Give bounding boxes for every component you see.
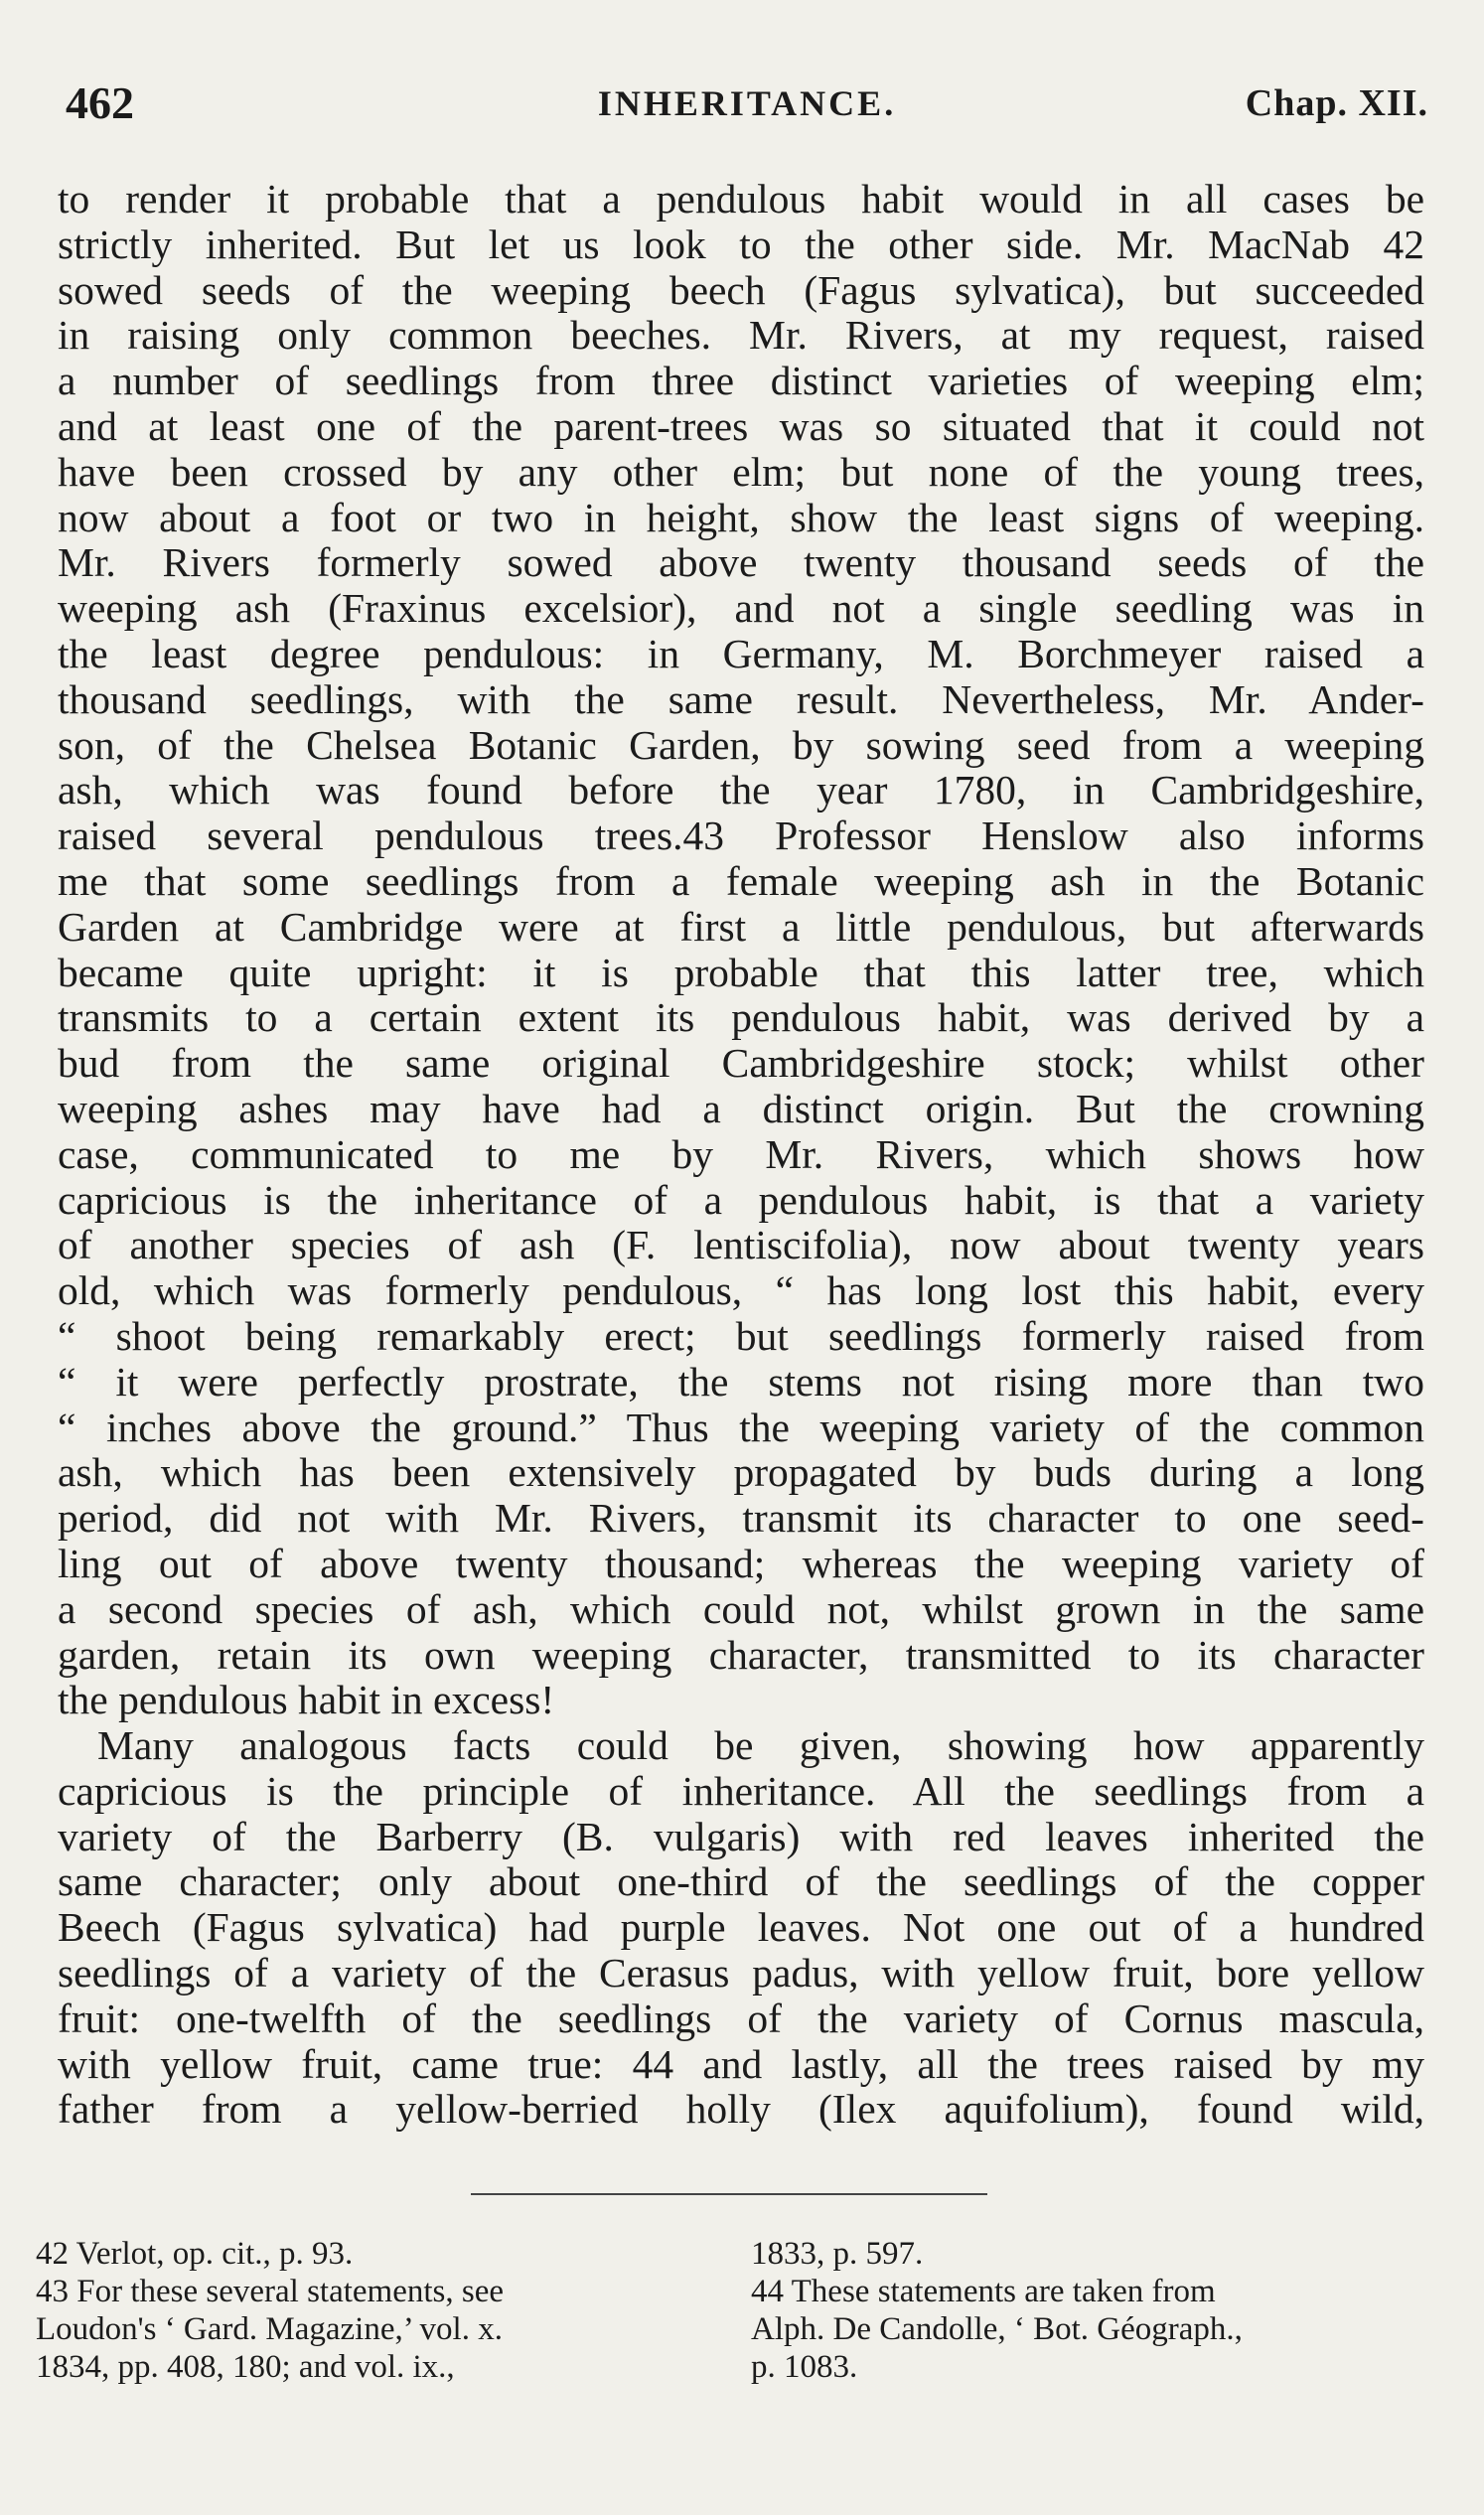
footnote-column-left: [36, 2235, 691, 2386]
body-line: period, did not with Mr. Rivers, transmit its character to one seed-: [58, 1495, 1424, 1542]
footnote-line: 1833, p. 597.: [751, 2236, 924, 2272]
body-line: “ inches above the ground.” Thus the weeping variety of the common: [58, 1404, 1424, 1450]
body-line: Beech (Fagus sylvatica) had purple leaves. Not one out of a hundred: [58, 1904, 1424, 1951]
footnote-divider: [471, 2193, 987, 2195]
body-line: bud from the same original Cambridgeshire stock; whilst other: [58, 1040, 1424, 1087]
body-line: me that some seedlings from a female weeping ash in the Botanic: [58, 857, 1424, 904]
body-line: the pendulous habit in excess!: [58, 1677, 555, 1723]
body-line: raised several pendulous trees.43 Professor Henslow also informs: [58, 813, 1424, 859]
footnote-line: p. 1083.: [751, 2349, 858, 2385]
footnote-line: 42 Verlot, op. cit., p. 93.: [36, 2236, 354, 2272]
body-line: same character; only about one-third of the seedlings of the copper: [58, 1858, 1424, 1905]
footnote-line: 1834, pp. 408, 180; and vol. ix.,: [36, 2349, 455, 2385]
body-line: son, of the Chelsea Botanic Garden, by sowing seed from a weeping: [58, 721, 1424, 768]
body-line: in raising only common beeches. Mr. Rivers, at my request, raised: [58, 312, 1424, 359]
body-line: capricious is the principle of inheritance. All the seedlings from a: [58, 1767, 1424, 1814]
footnote-line: Loudon's ‘ Gard. Magazine,’ vol. x.: [36, 2311, 503, 2347]
body-line: the least degree pendulous: in Germany, M. Borchmeyer raised a: [58, 630, 1424, 676]
footnote-column-right: [751, 2235, 1407, 2386]
body-line: Many analogous facts could be given, showing how apparently: [97, 1722, 1424, 1769]
body-line: thousand seedlings, with the same result. Nevertheless, Mr. Ander-: [58, 675, 1424, 722]
chapter-reference: Chap. XII.: [1245, 82, 1428, 124]
body-line: father from a yellow-berried holly (Ilex aquifolium), found wild,: [58, 2086, 1424, 2133]
body-line: garden, retain its own weeping character, transmitted to its character: [58, 1631, 1424, 1678]
body-line: variety of the Barberry (B. vulgaris) with red leaves inherited the: [58, 1813, 1424, 1859]
body-line: a number of seedlings from three distinct varieties of weeping elm;: [58, 358, 1424, 404]
body-line: became quite upright: it is probable that this latter tree, which: [58, 949, 1424, 995]
footnote-line: 44 These statements are taken from: [751, 2274, 1216, 2309]
body-line: fruit: one-twelfth of the seedlings of the variety of Cornus mascula,: [58, 1995, 1424, 2041]
body-line: capricious is the inheritance of a pendulous habit, is that a variety: [58, 1176, 1424, 1223]
body-line: and at least one of the parent-trees was so situated that it could not: [58, 402, 1424, 449]
body-line: transmits to a certain extent its pendulous habit, was derived by a: [58, 994, 1424, 1041]
body-line: sowed seeds of the weeping beech (Fagus sylvatica), but succeeded: [58, 266, 1424, 313]
body-line: old, which was formerly pendulous, “ has long lost this habit, every: [58, 1267, 1424, 1314]
footnote-line: 43 For these several statements, see: [36, 2274, 505, 2309]
body-line: weeping ash (Fraxinus excelsior), and not a single seedling was in: [58, 585, 1424, 632]
body-line: Garden at Cambridge were at first a little pendulous, but afterwards: [58, 903, 1424, 950]
body-line: seedlings of a variety of the Cerasus padus, with yellow fruit, bore yellow: [58, 1950, 1424, 1997]
body-line: weeping ashes may have had a distinct origin. But the crowning: [58, 1085, 1424, 1131]
body-line: “ it were perfectly prostrate, the stems not rising more than two: [58, 1358, 1424, 1405]
body-line: case, communicated to me by Mr. Rivers, which shows how: [58, 1130, 1424, 1177]
body-line: to render it probable that a pendulous habit would in all cases be: [58, 176, 1424, 222]
body-line: ash, which has been extensively propagated by buds during a long: [58, 1449, 1424, 1496]
body-line: have been crossed by any other elm; but none of the young trees,: [58, 448, 1424, 495]
body-line: strictly inherited. But let us look to the other side. Mr. MacNab 42: [58, 221, 1424, 267]
body-text: [58, 177, 1424, 2133]
body-line: of another species of ash (F. lentiscifolia), now about twenty years: [58, 1222, 1424, 1268]
page-number: 462: [66, 77, 134, 128]
body-line: “ shoot being remarkably erect; but seedlings formerly raised from: [58, 1312, 1424, 1359]
footnote-line: Alph. De Candolle, ‘ Bot. Géograph.,: [751, 2311, 1243, 2347]
body-line: with yellow fruit, came true: 44 and lastly, all the trees raised by my: [58, 2040, 1424, 2087]
running-head: INHERITANCE.: [597, 83, 897, 123]
body-line: Mr. Rivers formerly sowed above twenty thousand seeds of the: [58, 539, 1424, 586]
body-line: a second species of ash, which could not, whilst grown in the same: [58, 1585, 1424, 1632]
body-line: ling out of above twenty thousand; whereas the weeping variety of: [58, 1540, 1424, 1586]
body-line: ash, which was found before the year 1780, in Cambridgeshire,: [58, 767, 1424, 814]
body-line: now about a foot or two in height, show the least signs of weeping.: [58, 494, 1424, 540]
page-header: [66, 74, 1428, 133]
